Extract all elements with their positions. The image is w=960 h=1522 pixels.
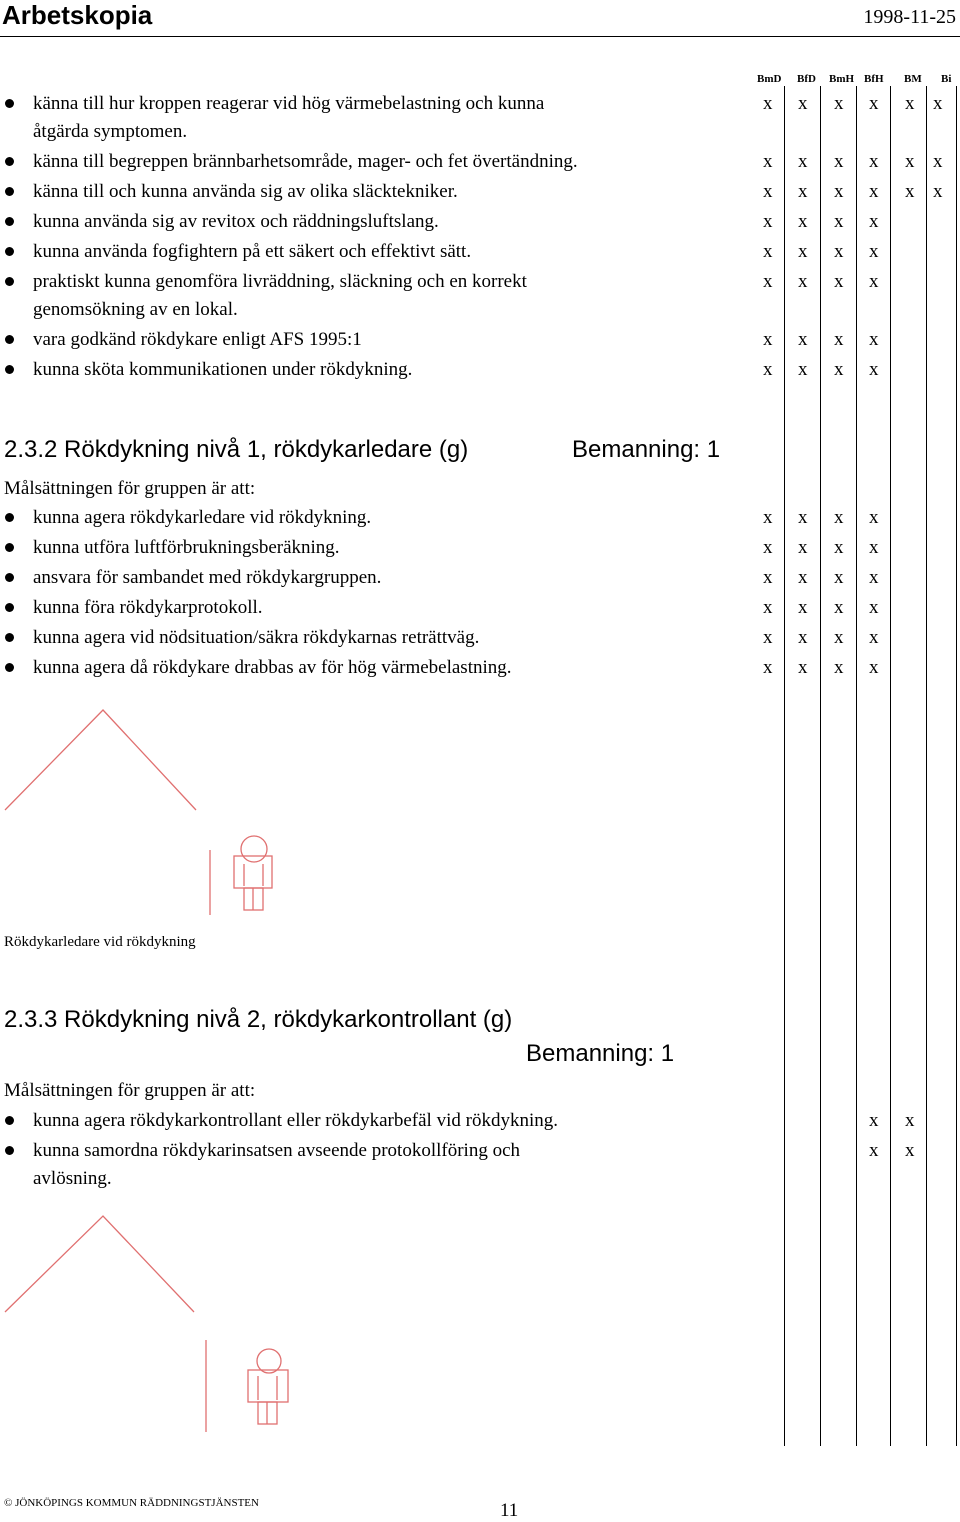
bullet-icon: [5, 543, 14, 552]
applicability-mark: x: [869, 657, 879, 678]
applicability-mark: x: [869, 507, 879, 528]
bullet-icon: [5, 663, 14, 672]
objective-text: känna till begreppen brännbarhetsområde, mager- och fet övertändning.: [33, 151, 578, 172]
applicability-mark: x: [869, 181, 879, 202]
applicability-mark: x: [763, 567, 773, 588]
applicability-mark: x: [798, 567, 808, 588]
applicability-mark: x: [763, 507, 773, 528]
bullet-icon: [5, 277, 14, 286]
applicability-mark: x: [869, 241, 879, 262]
objective-text: känna till hur kroppen reagerar vid hög värmebelastning och kunna: [33, 93, 545, 114]
column-divider: [856, 86, 857, 1446]
column-divider: [890, 86, 891, 1446]
applicability-mark: x: [834, 241, 844, 262]
applicability-mark: x: [834, 181, 844, 202]
column-header-bmd: BmD: [757, 73, 782, 85]
applicability-mark: x: [763, 211, 773, 232]
applicability-mark: x: [798, 507, 808, 528]
applicability-mark: x: [763, 241, 773, 262]
objective-text: kunna agera då rökdykare drabbas av för hög värmebelastning.: [33, 657, 512, 678]
objective-text: kunna föra rökdykarprotokoll.: [33, 597, 263, 618]
applicability-mark: x: [869, 567, 879, 588]
column-header-bi: Bi: [941, 73, 952, 85]
objective-text: kunna agera rökdykarledare vid rökdykning.: [33, 507, 372, 528]
applicability-mark: x: [834, 271, 844, 292]
person-head: [241, 836, 267, 862]
person-body: [248, 1370, 288, 1402]
applicability-mark: x: [798, 657, 808, 678]
applicability-mark: x: [798, 181, 808, 202]
applicability-mark: x: [834, 359, 844, 380]
document-date: 1998-11-25: [863, 6, 956, 28]
bullet-icon: [5, 513, 14, 522]
objective-text: kunna agera rökdykarkontrollant eller rökdykarbefäl vid rökdykning.: [33, 1110, 558, 1131]
applicability-mark: x: [869, 597, 879, 618]
applicability-mark: x: [798, 211, 808, 232]
bullet-icon: [5, 603, 14, 612]
applicability-mark: x: [869, 1140, 879, 1161]
applicability-mark: x: [869, 627, 879, 648]
goal-intro: Målsättningen för gruppen är att:: [4, 478, 256, 499]
applicability-mark: x: [798, 329, 808, 350]
objective-text: genomsökning av en lokal.: [33, 299, 238, 320]
objective-text: känna till och kunna använda sig av olika släcktekniker.: [33, 181, 458, 202]
applicability-mark: x: [834, 93, 844, 114]
bullet-icon: [5, 99, 14, 108]
applicability-mark: x: [798, 271, 808, 292]
staffing-label: Bemanning: 1: [572, 436, 721, 463]
objective-text: vara godkänd rökdykare enligt AFS 1995:1: [33, 329, 362, 350]
bullet-icon: [5, 217, 14, 226]
applicability-mark: x: [869, 93, 879, 114]
person-body: [234, 856, 272, 888]
bullet-icon: [5, 157, 14, 166]
house-roof-outline: [5, 710, 196, 810]
applicability-mark: x: [763, 359, 773, 380]
applicability-mark: x: [905, 1140, 915, 1161]
goal-intro: Målsättningen för gruppen är att:: [4, 1080, 256, 1101]
applicability-mark: x: [798, 597, 808, 618]
applicability-mark: x: [763, 181, 773, 202]
objective-text: ansvara för sambandet med rökdykargruppen.: [33, 567, 382, 588]
applicability-mark: x: [798, 151, 808, 172]
applicability-mark: x: [933, 181, 943, 202]
column-divider: [784, 86, 785, 1446]
applicability-mark: x: [798, 241, 808, 262]
applicability-mark: x: [834, 151, 844, 172]
column-divider: [956, 86, 957, 1446]
applicability-mark: x: [834, 537, 844, 558]
applicability-mark: x: [834, 507, 844, 528]
applicability-mark: x: [933, 93, 943, 114]
applicability-mark: x: [763, 271, 773, 292]
smoke-diving-controller-illustration: [0, 1200, 300, 1440]
bullet-icon: [5, 365, 14, 374]
header-divider: [0, 36, 960, 37]
applicability-mark: x: [869, 211, 879, 232]
applicability-mark: x: [763, 657, 773, 678]
objective-text: kunna använda fogfightern på ett säkert och effektivt sätt.: [33, 241, 472, 262]
column-header-bfh: BfH: [864, 73, 884, 85]
footer-organization: © JÖNKÖPINGS KOMMUN RÄDDNINGSTJÄNSTEN: [4, 1497, 259, 1509]
bullet-icon: [5, 247, 14, 256]
applicability-mark: x: [834, 211, 844, 232]
applicability-mark: x: [834, 567, 844, 588]
applicability-mark: x: [763, 627, 773, 648]
objective-text: praktiskt kunna genomföra livräddning, släckning och en korrekt: [33, 271, 527, 292]
applicability-mark: x: [834, 657, 844, 678]
applicability-mark: x: [905, 151, 915, 172]
bullet-icon: [5, 633, 14, 642]
bullet-icon: [5, 573, 14, 582]
applicability-mark: x: [905, 1110, 915, 1131]
applicability-mark: x: [798, 93, 808, 114]
column-header-bm: BM: [904, 73, 922, 85]
document-title: Arbetskopia: [2, 0, 153, 30]
objective-text: kunna samordna rökdykarinsatsen avseende protokollföring och: [33, 1140, 521, 1161]
objective-text: kunna sköta kommunikationen under rökdykning.: [33, 359, 413, 380]
applicability-mark: x: [869, 151, 879, 172]
applicability-mark: x: [763, 151, 773, 172]
applicability-mark: x: [905, 181, 915, 202]
bullet-icon: [5, 187, 14, 196]
applicability-mark: x: [798, 627, 808, 648]
applicability-mark: x: [834, 597, 844, 618]
page-number: 11: [500, 1500, 519, 1521]
applicability-mark: x: [869, 359, 879, 380]
applicability-mark: x: [905, 93, 915, 114]
objective-text: åtgärda symptomen.: [33, 121, 188, 142]
applicability-mark: x: [834, 329, 844, 350]
objective-text: kunna använda sig av revitox och räddningsluftslang.: [33, 211, 439, 232]
applicability-mark: x: [869, 537, 879, 558]
applicability-mark: x: [763, 93, 773, 114]
objective-text: kunna agera vid nödsituation/säkra rökdykarnas reträttväg.: [33, 627, 480, 648]
applicability-mark: x: [933, 151, 943, 172]
objective-text: avlösning.: [33, 1168, 112, 1189]
applicability-mark: x: [798, 537, 808, 558]
applicability-mark: x: [763, 537, 773, 558]
applicability-mark: x: [869, 1110, 879, 1131]
applicability-mark: x: [763, 329, 773, 350]
applicability-mark: x: [763, 597, 773, 618]
bullet-icon: [5, 1146, 14, 1155]
applicability-mark: x: [869, 329, 879, 350]
bullet-icon: [5, 1116, 14, 1125]
applicability-mark: x: [798, 359, 808, 380]
column-divider: [926, 86, 927, 1446]
smoke-diving-leader-illustration: [0, 700, 300, 920]
column-header-bfd: BfD: [797, 73, 816, 85]
house-roof-outline: [5, 1216, 194, 1312]
section-heading: 2.3.2 Rökdykning nivå 1, rökdykarledare (g): [4, 436, 469, 463]
objective-text: kunna utföra luftförbrukningsberäkning.: [33, 537, 340, 558]
column-header-bmh: BmH: [829, 73, 855, 85]
bullet-icon: [5, 335, 14, 344]
staffing-label: Bemanning: 1: [526, 1040, 675, 1067]
applicability-mark: x: [834, 627, 844, 648]
section-heading: 2.3.3 Rökdykning nivå 2, rökdykarkontrollant (g): [4, 1006, 513, 1033]
column-divider: [820, 86, 821, 1446]
figure-caption: Rökdykarledare vid rökdykning: [4, 934, 196, 950]
applicability-mark: x: [869, 271, 879, 292]
